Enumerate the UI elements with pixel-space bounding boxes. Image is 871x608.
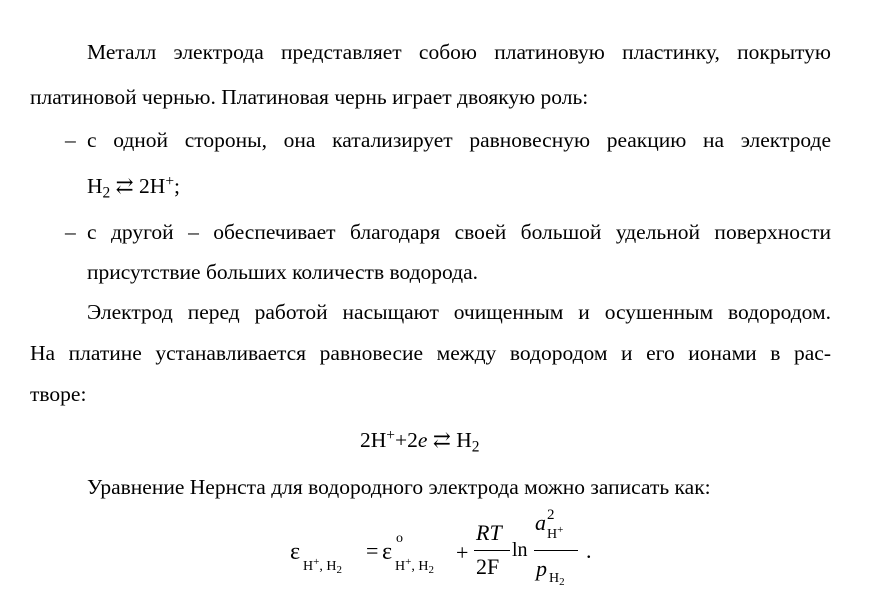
- reaction-lhs: 2H: [360, 428, 387, 452]
- list-item1-line1: [87, 130, 831, 152]
- list-item2-line1: [87, 222, 831, 244]
- eps-sub-rest-2: 2: [336, 564, 342, 577]
- list-item2-line2: [87, 262, 478, 284]
- nernst-equals: =: [366, 538, 379, 563]
- eps-sub-h: H: [303, 559, 314, 574]
- nernst-p: p: [536, 556, 547, 581]
- reaction-rhs: H: [456, 428, 472, 452]
- nernst-2f: [476, 556, 499, 578]
- nernst-plus: +: [456, 540, 469, 565]
- list-dash-2: –: [65, 220, 76, 244]
- item1-eq-h-sub: 2: [102, 184, 111, 202]
- reaction-rhs-sub: 2: [471, 438, 480, 456]
- nernst-epsilon0: ε: [382, 539, 393, 565]
- paragraph2-line3-text: творе:: [30, 382, 87, 406]
- nernst-period: .: [586, 538, 592, 563]
- nernst-p-sub-h: H: [549, 571, 560, 586]
- nernst-p-sub-2: 2: [559, 576, 565, 589]
- nernst-a-sub: [547, 524, 564, 542]
- paragraph1-line1-text: Металл электрода представляет собою платиновую пластинку, покрытую: [87, 40, 831, 64]
- nernst-p-sub: [549, 571, 565, 589]
- list-item2-text-1: с другой – обеспечивает благодаря своей большой удельной поверхности: [87, 220, 831, 244]
- nernst-a-sup: 2: [547, 507, 555, 523]
- nernst-a-sub-h: H: [547, 527, 558, 542]
- eps0-sub-rest: , H: [411, 559, 429, 574]
- nernst-epsilon0-subscript: [395, 556, 434, 577]
- reaction-lhs-sup: +: [386, 427, 396, 445]
- list-dash-1: –: [65, 128, 76, 152]
- item1-eq-h: H: [87, 174, 103, 198]
- nernst-epsilon0-sup: o: [396, 531, 403, 546]
- reaction-equation: [360, 427, 480, 456]
- item1-eq-rhs: 2H: [139, 174, 166, 198]
- nernst-a: a: [535, 510, 546, 535]
- nernst-denominator: [536, 558, 547, 581]
- eps0-sub-rest-2: 2: [428, 564, 434, 577]
- nernst-rt: [476, 522, 502, 544]
- list-item1-equation: [87, 173, 181, 202]
- eps-sub-rest: , H: [319, 559, 337, 574]
- nernst-a-sub-plus: +: [557, 524, 564, 537]
- item1-eq-arrow: ⇄: [115, 174, 134, 198]
- nernst-2f-text: 2F: [476, 554, 500, 579]
- item1-eq-rhs-sup: +: [165, 173, 175, 191]
- eps0-sub-plus: +: [405, 556, 412, 569]
- paragraph2-line1-text: Электрод перед работой насыщают очищенным и осушенным водородом.: [87, 300, 831, 324]
- nernst-equation: [290, 507, 610, 605]
- nernst-epsilon: ε: [290, 539, 301, 565]
- paragraph2-line3: [30, 384, 86, 406]
- paragraph2-line1: [87, 302, 831, 324]
- nernst-fraction-line-2: [534, 550, 578, 551]
- paragraph3-text: Уравнение Нернста для водородного электрода можно записать как:: [87, 475, 711, 499]
- eps-sub-plus: +: [313, 556, 320, 569]
- reaction-plus: +2: [395, 428, 418, 452]
- nernst-numerator: [535, 512, 546, 535]
- nernst-epsilon-subscript: [303, 556, 342, 577]
- nernst-fraction-line-1: [474, 550, 510, 551]
- paragraph1-line1: [87, 42, 831, 64]
- reaction-arrow: ⇄: [432, 428, 451, 452]
- nernst-rt-text: RT: [476, 520, 502, 545]
- paragraph1-line2: [30, 87, 588, 109]
- paragraph1-line2-text: платиновой чернью. Платиновая чернь играет двоякую роль:: [30, 85, 589, 109]
- list-item1-text: с одной стороны, она катализирует равновесную реакцию на электроде: [87, 128, 831, 152]
- paragraph2-line2-text: На платине устанавливается равновесие между водородом и его ионами в рас-: [30, 341, 831, 365]
- eps0-sub-h: H: [395, 559, 406, 574]
- list-item2-text-2: присутствие больших количеств водорода.: [87, 260, 479, 284]
- paragraph3-line1: [87, 477, 711, 499]
- item1-eq-end: ;: [174, 174, 181, 198]
- reaction-electron: e: [417, 428, 428, 452]
- paragraph2-line2: [30, 343, 831, 365]
- nernst-ln: ln: [512, 539, 528, 561]
